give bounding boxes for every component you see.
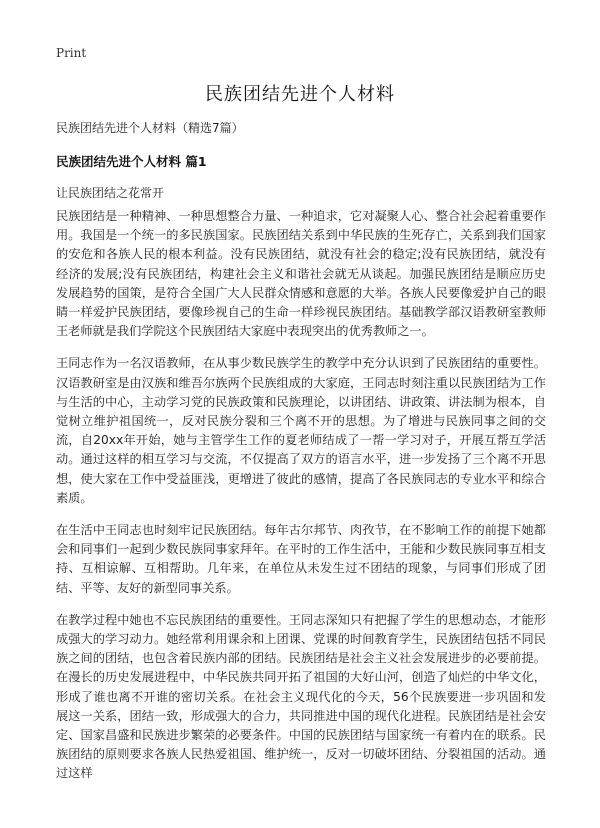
section-intro: 让民族团结之花常开 (56, 186, 165, 200)
document-subtitle: 民族团结先进个人材料（精选7篇） (56, 121, 244, 135)
paragraph: 民族团结是一种精神、一种思想整合力量、一种追求，它对凝聚人心、整合社会起着重要作用。我国是一个统一的多民族国家。民族团结关系到中华民族的生死存亡，关系到我们国家的安危和各族人民的根本利益。没有民族团结，就没有社会的稳定;没有民族团结，就没有经济的发展;没有民族团结，构建社会主义和谐社会就无从谈起。加强民族团结是顺应历史发展趋势的国策，是符合全国广大人民群众情感和意愿的大举。各族人民要像爱护自己的眼睛一样爱护民族团结，要像珍视自己的生命一样珍视民族团结。基础教学部汉语教研室教师王老师就是我们学院这个民族团结大家庭中表现突出的优秀教师之一。 (56, 209, 546, 339)
paragraph: 王同志作为一名汉语教师，在从事少数民族学生的教学中充分认识到了民族团结的重要性。汉语教研室是由汉族和维吾尔族两个民族组成的大家庭，王同志时刻注重以民族团结为工作与生活的中心，主动学习党的民族政策和民族理论，以讲团结、讲政策、讲法制为根本，自觉树立维护祖国统一，反对民族分裂和三个离不开的思想。为了增进与民族同事之间的交流，自20xx年开始，她与主管学生工作的夏老师结成了一帮一学习对子，开展互帮互学活动。通过这样的相互学习与交流，不仅提高了双方的语言水平，进一步发扬了三个离不开思想，使大家在工作中受益匪浅，更增进了彼此的感情，提高了各民族同志的专业水平和综合素质。 (56, 356, 546, 505)
page-title: 民族团结先进个人材料 (205, 84, 395, 105)
print-link[interactable]: Print (56, 46, 87, 60)
paragraph: 在教学过程中她也不忘民族团结的重要性。王同志深知只有把握了学生的思想动态，才能形成强大的学习动力。她经常利用课余和上团课、党课的时间教育学生，民族团结包括不同民族之间的团结，也包含着民族内部的团结。民族团结是社会主义社会发展进步的必要前提。在漫长的历史发展进程中，中华民族共同开拓了祖国的大好山河，创造了灿烂的中华文化，形成了谁也离不开谁的密切关系。在社会主义现代化的今天，56个民族要进一步巩固和发展这一关系，团结一致，形成强大的合力，共同推进中国的现代化进程。民族团结是社会安定、国家昌盛和民族进步繁荣的必要条件。中国的民族团结与国家统一有着内在的联系。民族团结的原则要求各族人民热爱祖国、维护统一，反对一切破坏团结、分裂祖国的活动。通过这样 (56, 612, 546, 781)
article-body (56, 207, 546, 797)
paragraph: 在生活中王同志也时刻牢记民族团结。每年古尔邦节、肉孜节，在不影响工作的前提下她都会和同事们一起到少数民族同事家拜年。在平时的工作生活中，王能和少数民族同事互相支持、互相谅解、互相帮助。几年来，在单位从未发生过不团结的现象，与同事们形成了团结、平等、友好的新型同事关系。 (56, 523, 546, 595)
section-heading: 民族团结先进个人材料 篇1 (56, 154, 207, 169)
